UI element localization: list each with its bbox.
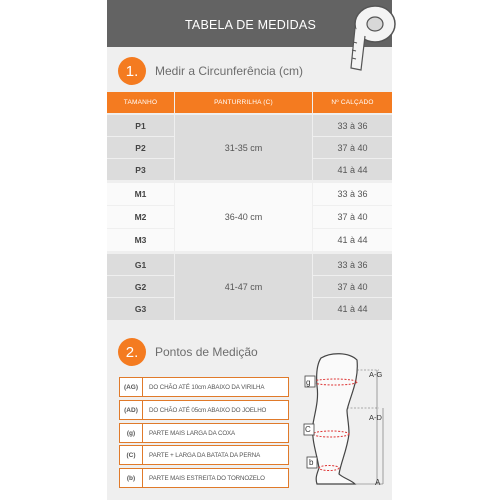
header-shoe: Nº CALÇADO xyxy=(313,92,392,113)
point-code: (AD) xyxy=(119,400,143,420)
step-1-label: Medir a Circunferência (cm) xyxy=(155,64,304,78)
point-description: DO CHÃO ATÉ 10cm ABAIXO DA VIRILHA xyxy=(143,377,289,397)
point-code: (g) xyxy=(119,423,143,443)
step-2-heading xyxy=(118,338,258,366)
size-cell: M1 xyxy=(107,183,174,205)
point-code: (AG) xyxy=(119,377,143,397)
page-title: TABELA DE MEDIDAS xyxy=(185,18,316,32)
size-cell: M3 xyxy=(107,229,174,251)
size-cell: P2 xyxy=(107,137,174,158)
header-size: TAMANHO xyxy=(107,92,174,113)
point-description: DO CHÃO ATÉ 05cm ABAIXO DO JOELHO xyxy=(143,400,289,420)
shoe-cell: 33 à 36 xyxy=(313,254,392,275)
shoe-cell: 33 à 36 xyxy=(313,115,392,136)
calf-cell: 31-35 cm xyxy=(175,115,312,180)
header-calf: PANTURRILHA (C) xyxy=(175,92,312,113)
step-1-number: 1. xyxy=(118,57,146,85)
point-code: (b) xyxy=(119,468,143,488)
diagram-label-g: g xyxy=(306,378,311,387)
shoe-cell: 37 à 40 xyxy=(313,137,392,158)
diagram-label-c: C xyxy=(305,425,311,434)
point-code: (C) xyxy=(119,445,143,465)
step-2-number: 2. xyxy=(118,338,146,366)
step-2-label: Pontos de Medição xyxy=(155,345,258,359)
shoe-cell: 41 à 44 xyxy=(313,159,392,180)
point-description: PARTE + LARGA DA BATATA DA PERNA xyxy=(143,445,289,465)
diagram-label-ad: A-D xyxy=(369,413,382,422)
shoe-cell: 41 à 44 xyxy=(313,229,392,251)
size-cell: P1 xyxy=(107,115,174,136)
calf-cell: 36-40 cm xyxy=(175,183,312,251)
step-1-heading xyxy=(118,57,303,85)
size-chart-panel xyxy=(107,0,392,500)
shoe-cell: 37 à 40 xyxy=(313,276,392,297)
size-cell: P3 xyxy=(107,159,174,180)
shoe-cell: 41 à 44 xyxy=(313,298,392,320)
calf-cell: 41-47 cm xyxy=(175,254,312,320)
point-description: PARTE MAIS LARGA DA COXA xyxy=(143,423,289,443)
measuring-tape-icon xyxy=(341,2,399,74)
shoe-cell: 37 à 40 xyxy=(313,206,392,228)
size-cell: G3 xyxy=(107,298,174,320)
diagram-label-a: A xyxy=(375,478,381,487)
shoe-cell: 33 à 36 xyxy=(313,183,392,205)
size-cell: G1 xyxy=(107,254,174,275)
diagram-label-b: b xyxy=(309,458,314,467)
point-description: PARTE MAIS ESTREITA DO TORNOZELO xyxy=(143,468,289,488)
size-cell: M2 xyxy=(107,206,174,228)
diagram-label-ag: A-G xyxy=(369,370,383,379)
size-cell: G2 xyxy=(107,276,174,297)
